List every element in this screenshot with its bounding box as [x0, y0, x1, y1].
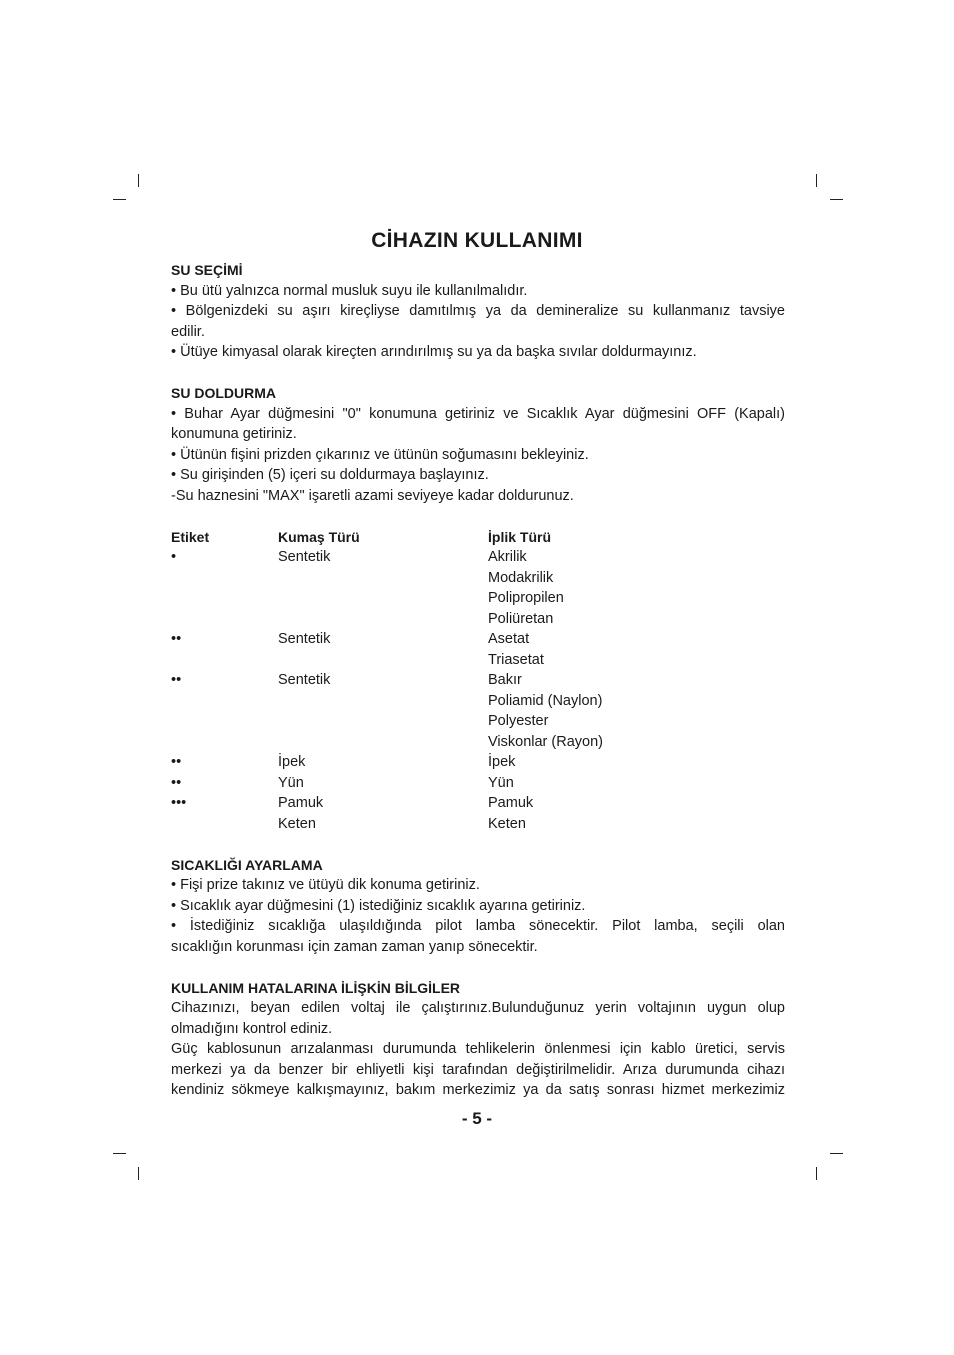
table-header-row [171, 527, 785, 548]
table-row [171, 691, 785, 712]
table-row [171, 670, 785, 691]
paragraph-line: Cihazınızı, beyan edilen voltaj ile çalıştırınız.Bulunduğunuz yerin voltajının uygun olup [171, 1000, 785, 1016]
table-row [171, 814, 785, 835]
fiber-cell: Keten [488, 815, 526, 832]
fabric-cell: Sentetik [278, 672, 331, 688]
table-row [171, 547, 785, 568]
paragraph-line: • Fişi prize takınız ve ütüyü dik konuma getiriniz. [171, 877, 480, 893]
column-header-etiket: Etiket [171, 528, 210, 545]
column-header-iplik-turu: İplik Türü [488, 528, 551, 545]
table-row [171, 650, 785, 671]
label-cell: •• [171, 754, 182, 770]
crop-mark [830, 1153, 843, 1154]
paragraph-line: • Su girişinden (5) içeri su doldurmaya başlayınız. [171, 467, 489, 483]
paragraph-line: • İstediğiniz sıcaklığa ulaşıldığında pilot lamba sönecektir. Pilot lamba, seçili olan [171, 918, 785, 934]
paragraph-line: edilir. [171, 323, 205, 340]
table-row [171, 609, 785, 630]
fiber-cell: Bakır [488, 672, 522, 688]
fiber-cell: Polipropilen [488, 590, 564, 606]
paragraph-line: • Bölgenizdeki su aşırı kireçliyse damıtılmış ya da demineralize su kullanmanız tavsiye [171, 303, 785, 319]
paragraph-line: kendiniz sökmeye kalkışmayınız, bakım merkezimiz ya da satış sonrası hizmet merkezimiz [171, 1082, 785, 1098]
page-number: - 5 - [461, 1109, 493, 1128]
fiber-cell: Modakrilik [488, 569, 554, 586]
fabric-cell: Keten [278, 815, 316, 832]
section-heading-hatalar: KULLANIM HATALARINA İLİŞKİN BİLGİLER [171, 979, 461, 996]
crop-mark [113, 199, 126, 200]
crop-mark [138, 1167, 139, 1180]
fiber-cell: Akrilik [488, 549, 527, 565]
document-body [171, 260, 785, 1101]
paragraph-line: • Sıcaklık ayar düğmesini (1) istediğiniz sıcaklık ayarına getiriniz. [171, 897, 586, 914]
fiber-cell: Yün [488, 774, 514, 791]
table-row [171, 752, 785, 773]
paragraph-line: merkezi ya da benzer bir ehliyetli kişi tarafından değiştirilmelidir. Arıza durumunda cihazı [171, 1061, 785, 1078]
label-cell: • [171, 549, 177, 565]
fiber-cell: Polyester [488, 713, 549, 729]
column-header-kumas-turu: Kumaş Türü [278, 528, 360, 545]
paragraph-line: • Ütünün fişini prizden çıkarınız ve ütünün soğumasını bekleyiniz. [171, 446, 589, 463]
paragraph-line: Güç kablosunun arızalanması durumunda tehlikelerin önlenmesi için kablo üretici, servis [171, 1041, 785, 1057]
paragraph-line: • Ütüye kimyasal olarak kireçten arındırılmış su ya da başka sıvılar doldurmayınız. [171, 344, 697, 360]
section-heading-su-secimi: SU SEÇİMİ [171, 262, 243, 278]
table-row [171, 732, 785, 753]
paragraph-line: olmadığını kontrol ediniz. [171, 1020, 333, 1037]
crop-mark [816, 174, 817, 187]
paragraph-line: • Buhar Ayar düğmesini "0" konumuna getiriniz ve Sıcaklık Ayar düğmesini OFF (Kapalı) [171, 405, 785, 422]
table-row [171, 568, 785, 589]
table-row [171, 711, 785, 732]
table-row [171, 629, 785, 650]
fiber-cell: Pamuk [488, 795, 534, 811]
fiber-cell: Triasetat [488, 651, 544, 668]
page-title: CİHAZIN KULLANIMI [371, 229, 583, 252]
fiber-cell: Viskonlar (Rayon) [488, 733, 603, 750]
crop-mark [138, 174, 139, 187]
crop-mark [830, 199, 843, 200]
label-cell: •• [171, 672, 182, 688]
paragraph-line: • Bu ütü yalnızca normal musluk suyu ile kullanılmalıdır. [171, 282, 528, 299]
label-cell: •• [171, 631, 182, 647]
section-heading-su-doldurma: SU DOLDURMA [171, 385, 276, 401]
label-cell: •• [171, 774, 182, 791]
fiber-cell: Asetat [488, 631, 530, 647]
fiber-cell: İpek [488, 754, 516, 770]
paragraph-line: konumuna getiriniz. [171, 426, 297, 442]
paragraph-line: -Su haznesini "MAX" işaretli azami seviyeye kadar doldurunuz. [171, 487, 574, 504]
fabric-cell: İpek [278, 754, 306, 770]
crop-mark [113, 1153, 126, 1154]
fabric-cell: Sentetik [278, 631, 331, 647]
fabric-cell: Sentetik [278, 549, 331, 565]
table-row [171, 793, 785, 814]
table-row [171, 588, 785, 609]
section-heading-sicaklik: SICAKLIĞI AYARLAMA [171, 856, 323, 873]
fabric-cell: Yün [278, 774, 304, 791]
fabric-cell: Pamuk [278, 795, 324, 811]
fiber-cell: Poliamid (Naylon) [488, 692, 603, 709]
fiber-cell: Poliüretan [488, 610, 554, 627]
paragraph-line: sıcaklığın korunması için zaman zaman yanıp sönecektir. [171, 938, 538, 955]
label-cell: ••• [171, 795, 187, 811]
table-row [171, 773, 785, 794]
crop-mark [816, 1167, 817, 1180]
